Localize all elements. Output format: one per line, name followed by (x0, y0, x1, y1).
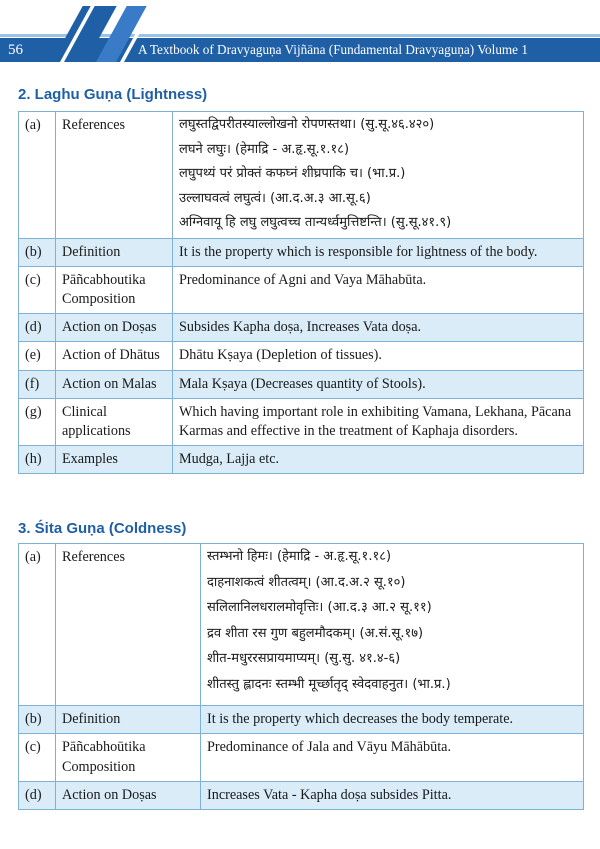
row-label: Definition (56, 706, 201, 734)
row-label: Action on Malas (56, 370, 173, 398)
table-row (19, 398, 584, 445)
row-id: (c) (19, 266, 56, 313)
row-value: Mudga, Lajja etc. (173, 446, 584, 474)
row-id: (b) (19, 706, 56, 734)
sanskrit-reference: शीत-मधुररसप्रायमाप्यम्। (सु.सु. ४१.४-६) (207, 651, 401, 667)
table-row (19, 781, 584, 809)
laghu-guna-table (18, 111, 584, 474)
section-title-sita: 3. Śita Guṇa (Coldness) (18, 520, 187, 537)
row-value: Which having important role in exhibiting Vamana, Lekhana, Pācana Karmas and effective in the treatment of Kaphaja disorders. (173, 398, 584, 445)
row-label: Pāñcabhoūtika Composition (56, 734, 201, 781)
row-label: References (56, 112, 173, 239)
table-row (19, 314, 584, 342)
table-row (19, 446, 584, 474)
row-label: Examples (56, 446, 173, 474)
page-number: 56 (8, 42, 23, 58)
references-cell (173, 112, 584, 239)
row-label: Action on Doṣas (56, 314, 173, 342)
row-label: Pāñcabhoutika Composition (56, 266, 173, 313)
row-id: (g) (19, 398, 56, 445)
row-id: (d) (19, 781, 56, 809)
row-value: It is the property which decreases the body temperate. (201, 706, 584, 734)
table-row (19, 266, 584, 313)
table-row (19, 734, 584, 781)
sanskrit-reference: अग्निवायू हि लघु लघुत्वच्च तान्यर्ध्वमुत्तिष्टन्ति। (सु.सू.४१.९) (179, 215, 452, 231)
sanskrit-reference: स्तम्भनो हिमः। (हेमाद्रि - अ.हृ.सू.१.१८) (207, 549, 392, 564)
sanskrit-reference: शीतस्तु ह्लादनः स्तम्भी मूर्च्छातृद् स्वेदवाहनुत। (भा.प्र.) (207, 676, 451, 692)
sanskrit-reference: दाहनाशकत्वं शीतत्वम्। (आ.द.अ.२ सू.१०) (207, 574, 406, 590)
row-id: (h) (19, 446, 56, 474)
references-cell (201, 544, 584, 706)
sanskrit-reference: द्रव शीता रस गुण बहुलमौदकम्। (अ.सं.सू.१७) (207, 625, 424, 641)
section-title-laghu: 2. Laghu Guṇa (Lightness) (18, 86, 208, 103)
page-header (0, 0, 600, 64)
row-value: Predominance of Jala and Vāyu Māhābūta. (201, 734, 584, 781)
sanskrit-reference: लघुस्तद्विपरीतस्याल्लोखनो रोपणस्तथा। (सु.सू.४६.४२०) (179, 117, 435, 132)
row-id: (f) (19, 370, 56, 398)
table-row (19, 706, 584, 734)
table-row (19, 342, 584, 370)
table-row (19, 544, 584, 706)
row-id: (c) (19, 734, 56, 781)
sanskrit-reference: उल्लाघवत्वं लघुत्वं। (आ.द.अ.३ आ.सू.६) (179, 190, 371, 206)
row-id: (b) (19, 238, 56, 266)
row-id: (d) (19, 314, 56, 342)
row-value: Subsides Kapha doṣa, Increases Vata doṣa. (173, 314, 584, 342)
row-label: Action of Dhātus (56, 342, 173, 370)
row-id: (e) (19, 342, 56, 370)
row-label: Clinical applications (56, 398, 173, 445)
row-value: Increases Vata - Kapha doṣa subsides Pitta. (201, 781, 584, 809)
table-row (19, 370, 584, 398)
row-label: References (56, 544, 201, 706)
running-head: A Textbook of Dravyaguṇa Vijñāna (Fundamental Dravyaguṇa) Volume 1 (138, 42, 528, 57)
row-value: It is the property which is responsible for lightness of the body. (173, 238, 584, 266)
table-row (19, 112, 584, 239)
sanskrit-reference: लघुपथ्यं परं प्रोक्तं कफघ्नं शीघ्रपाकि च। (भा.प्र.) (179, 166, 406, 182)
row-id: (a) (19, 112, 56, 239)
row-label: Definition (56, 238, 173, 266)
sanskrit-reference: सलिलानिलधरालमोवृत्तिः। (आ.द.३ आ.२ सू.११) (207, 600, 432, 616)
table-row (19, 238, 584, 266)
sita-guna-table (18, 543, 584, 810)
row-value: Predominance of Agni and Vaya Māhabūta. (173, 266, 584, 313)
sanskrit-reference: लघने लघुः। (हेमाद्रि - अ.हृ.सू.१.१८) (179, 141, 350, 157)
row-id: (a) (19, 544, 56, 706)
row-value: Mala Kṣaya (Decreases quantity of Stools). (173, 370, 584, 398)
row-value: Dhātu Kṣaya (Depletion of tissues). (173, 342, 584, 370)
row-label: Action on Doṣas (56, 781, 201, 809)
